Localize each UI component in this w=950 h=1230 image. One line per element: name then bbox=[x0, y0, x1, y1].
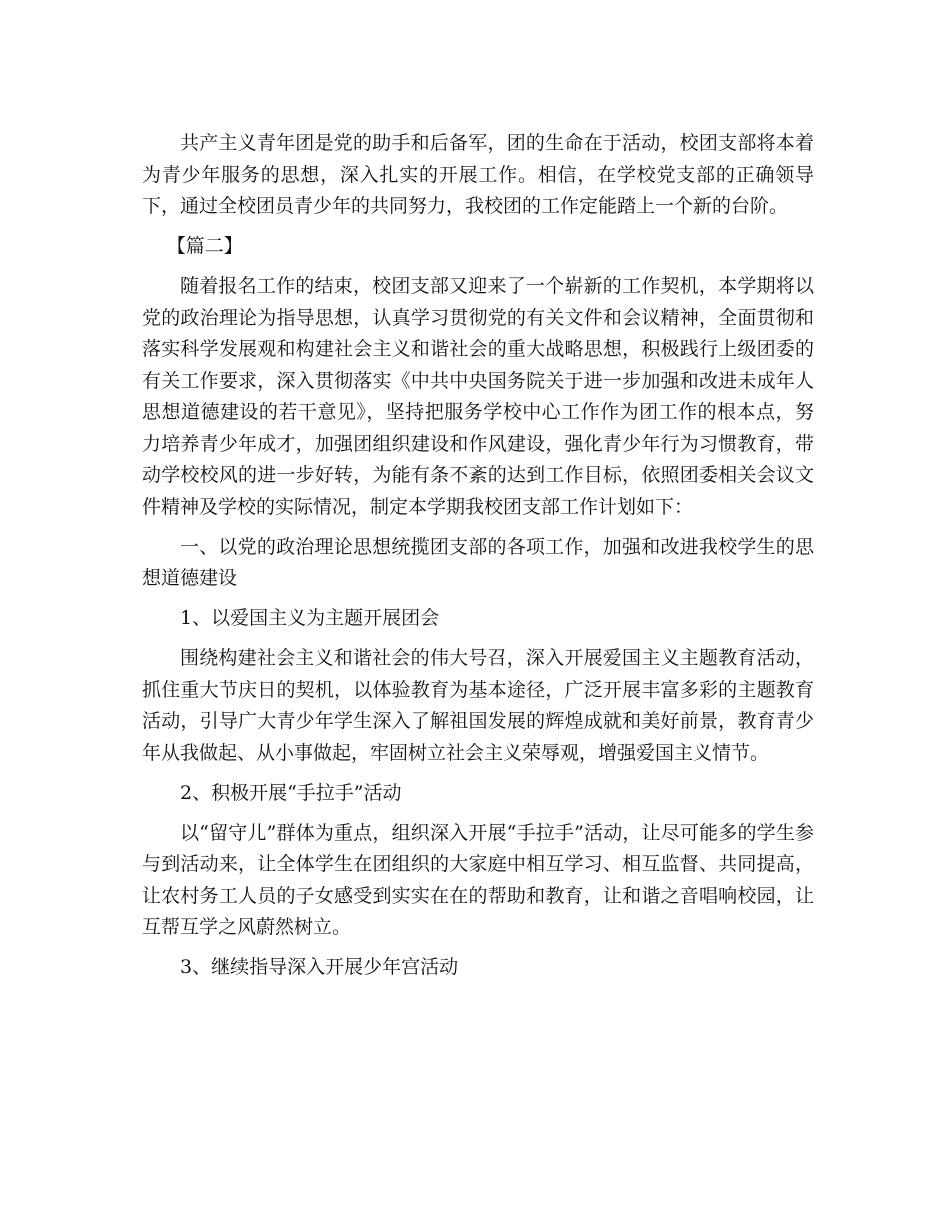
paragraph-item-one: 围绕构建社会主义和谐社会的伟大号召，深入开展爱国主义主题教育活动，抓住重大节庆日的契机，以体验教育为基本途径，广泛开展丰富多彩的主题教育活动，引导广大青少年学生深入了解祖国发展的辉煌成就和美好前景，教育青少年从我做起、从小事做起，牢固树立社会主义荣辱观，增强爱国主义情节。 bbox=[142, 647, 814, 764]
paragraph-introduction: 随着报名工作的结束，校团支部又迎来了一个崭新的工作契机，本学期将以党的政治理论为指导思想，认真学习贯彻党的有关文件和会议精神，全面贯彻和落实科学发展观和构建社会主义和谐社会的重大战略思想，积极践行上级团委的有关工作要求，深入贯彻落实《中共中央国务院关于进一步加强和改进未成年人思想道德建设的若干意见》，坚持把服务学校中心工作作为团工作的根本点，努力培养青少年成才，加强团组织建设和作风建设，强化青少年行为习惯教育，带动学校校风的进一步好转，为能有条不紊的达到工作目标，依照团委相关会议文件精神及学校的实际情况，制定本学期我校团支部工作计划如下： bbox=[142, 275, 814, 518]
heading-item-one: 1、以爱国主义为主题开展团会 bbox=[180, 607, 440, 629]
section-heading-part-two: 【篇二】 bbox=[166, 235, 243, 257]
heading-item-three: 3、继续指导深入开展少年宫活动 bbox=[180, 956, 459, 978]
paragraph-closing-summary: 共产主义青年团是党的助手和后备军，团的生命在于活动，校团支部将本着为青少年服务的思想，深入扎实的开展工作。相信，在学校党支部的正确领导下，通过全校团员青少年的共同努力，我校团的工作定能踏上一个新的台阶。 bbox=[142, 132, 814, 217]
paragraph-item-two: 以“留守儿”群体为重点，组织深入开展“手拉手”活动，让尽可能多的学生参与到活动来，让全体学生在团组织的大家庭中相互学习、相互监督、共同提高，让农村务工人员的子女感受到实实在在的帮助和教育，让和谐之音唱响校园，让互帮互学之风蔚然树立。 bbox=[142, 821, 814, 938]
document-body bbox=[142, 128, 814, 992]
heading-section-one: 一、以党的政治理论思想统揽团支部的各项工作，加强和改进我校学生的思想道德建设 bbox=[142, 535, 814, 589]
heading-item-two: 2、积极开展“手拉手”活动 bbox=[180, 781, 402, 804]
